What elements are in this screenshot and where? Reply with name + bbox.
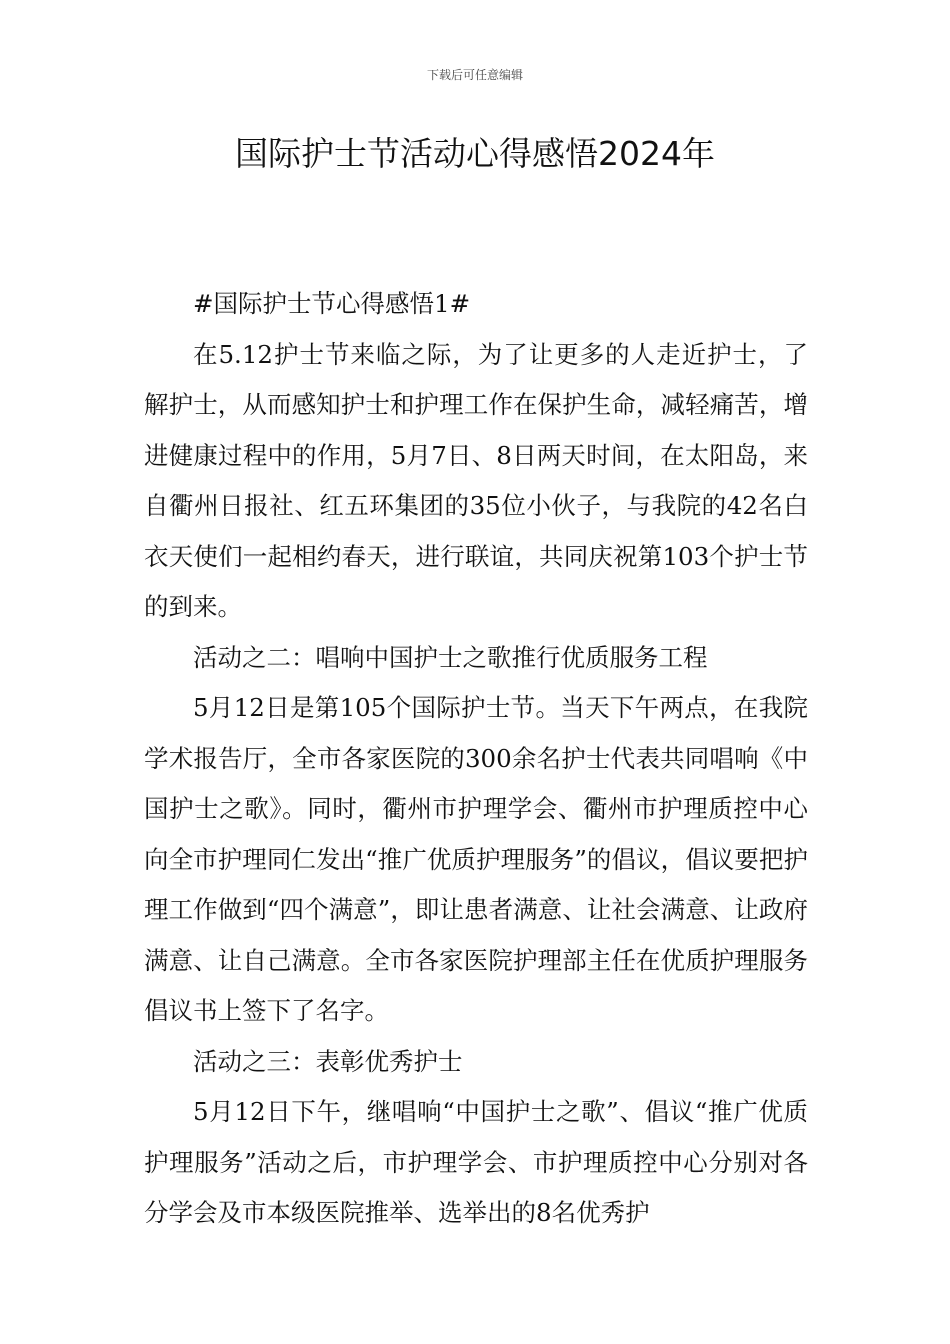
document-body xyxy=(144,279,808,1239)
header-note: 下载后可任意编辑 xyxy=(426,68,523,82)
paragraph-2: 5月12日是第105个国际护士节。当天下午两点，在我院学术报告厅，全市各家医院的300余名护士代表共同唱响《中国护士之歌》。同时，衢州市护理学会、衢州市护理质控中心向全市护理同仁发出“推广优质护理服务”的倡议，倡议要把护理工作做到“四个满意”，即让患者满意、让社会满意、让政府满意、让自己满意。全市各家医院护理部主任在优质护理服务倡议书上签下了名字。 xyxy=(144,693,808,1025)
paragraph-1: 在5.12护士节来临之际，为了让更多的人走近护士，了解护士，从而感知护士和护理工作在保护生命，减轻痛苦，增进健康过程中的作用，5月7日、8日两天时间，在太阳岛，来自衢州日报社、红五环集团的35位小伙子，与我院的42名白衣天使们一起相约春天，进行联谊，共同庆祝第103个护士节的到来。 xyxy=(144,339,808,621)
section-heading-2: 活动之二：唱响中国护士之歌推行优质服务工程 xyxy=(193,642,708,672)
document-title: 国际护士节活动心得感悟2024年 xyxy=(235,134,715,173)
paragraph-3: 5月12日下午，继唱响“中国护士之歌”、倡议“推广优质护理服务”活动之后，市护理学会、市护理质控中心分别对各分学会及市本级医院推举、选举出的8名优秀护 xyxy=(144,1097,808,1227)
section-heading-3: 活动之三：表彰优秀护士 xyxy=(193,1046,463,1076)
section-heading-1: #国际护士节心得感悟1# xyxy=(193,289,471,318)
